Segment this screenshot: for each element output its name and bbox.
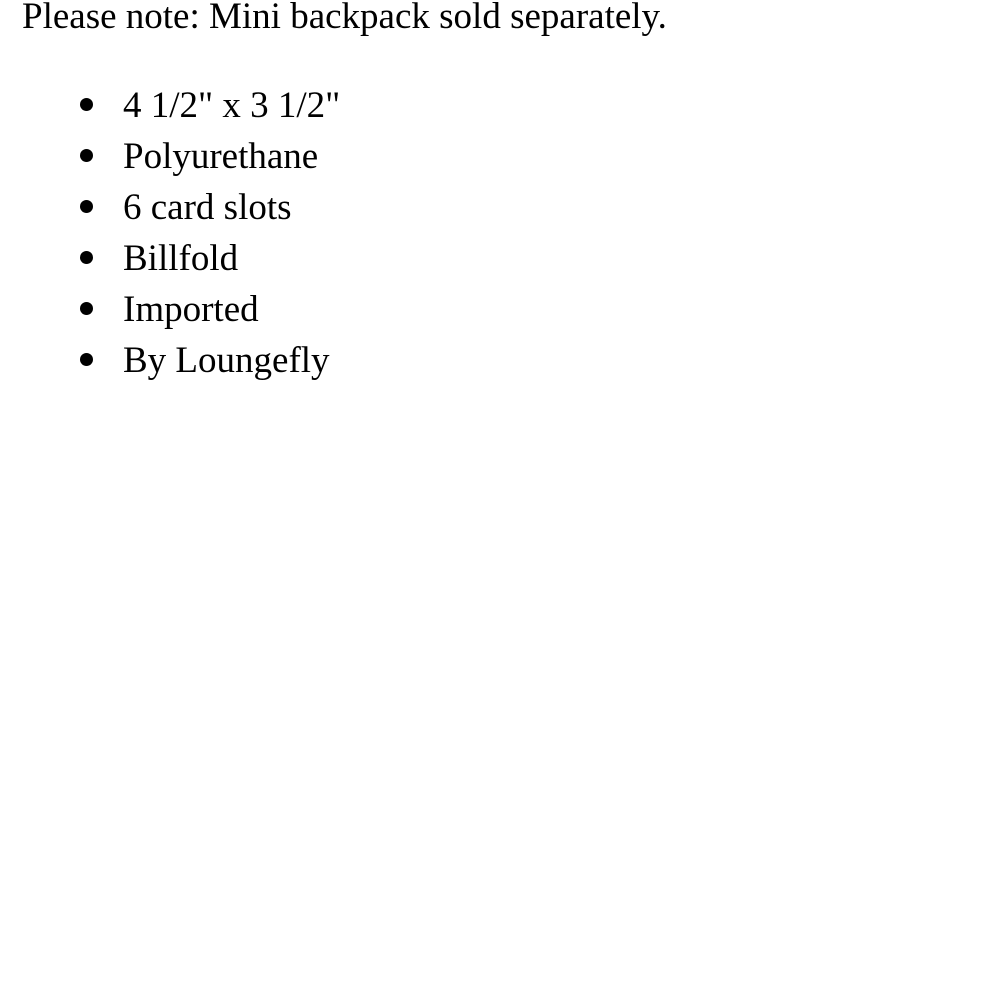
bullet-icon — [80, 251, 93, 264]
feature-item — [22, 284, 982, 335]
feature-item — [22, 233, 982, 284]
feature-item — [22, 335, 982, 386]
bullet-icon — [80, 302, 93, 315]
feature-item — [22, 182, 982, 233]
bullet-icon — [80, 200, 93, 213]
feature-text: Polyurethane — [123, 136, 319, 177]
feature-text: Imported — [123, 289, 259, 330]
feature-text: By Loungefly — [123, 340, 330, 381]
feature-list — [22, 80, 982, 386]
feature-text: 6 card slots — [123, 187, 292, 228]
product-description — [22, 0, 982, 386]
feature-item — [22, 80, 982, 131]
bullet-icon — [80, 149, 93, 162]
product-note: Please note: Mini backpack sold separately. — [22, 0, 667, 37]
bullet-icon — [80, 98, 93, 111]
feature-text: 4 1/2" x 3 1/2" — [123, 85, 341, 126]
bullet-icon — [80, 353, 93, 366]
feature-item — [22, 131, 982, 182]
feature-text: Billfold — [123, 238, 239, 279]
